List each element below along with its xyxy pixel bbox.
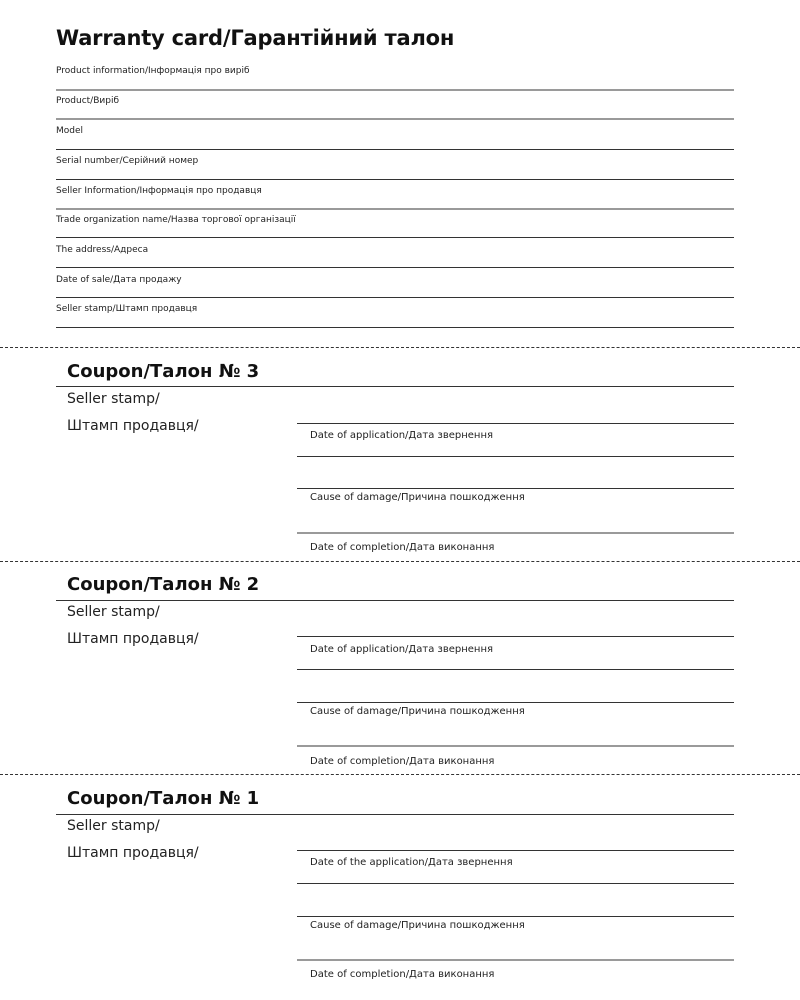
divider (56, 297, 734, 298)
field-product: Product/Виріб (56, 96, 119, 106)
field-product-information: Product information/Інформація про виріб (56, 66, 250, 76)
cut-line (0, 774, 800, 775)
coupon-1-stamp-label: Seller stamp/ (67, 818, 160, 834)
divider (56, 89, 734, 91)
field-seller-stamp: Seller stamp/Штамп продавця (56, 304, 198, 314)
divider (56, 327, 734, 328)
divider (56, 179, 734, 180)
divider (297, 883, 734, 884)
field-address: The address/Адреса (56, 245, 149, 255)
coupon-1-stamp-label-ua: Штамп продавця/ (67, 845, 199, 861)
divider (56, 267, 734, 268)
divider (297, 423, 734, 424)
coupon-2-date-of-application: Date of application/Дата звернення (310, 644, 493, 655)
field-trade-organization-name: Trade organization name/Назва торгової організації (56, 215, 296, 225)
coupon-2-date-of-completion: Date of completion/Дата виконання (310, 756, 495, 767)
divider (297, 636, 734, 637)
coupon-3-stamp-label: Seller stamp/ (67, 391, 160, 407)
coupon-3-date-of-completion: Date of completion/Дата виконання (310, 542, 495, 553)
divider (297, 745, 734, 747)
coupon-2-title: Coupon/Талон № 2 (67, 574, 260, 595)
coupon-1-cause-of-damage: Cause of damage/Причина пошкодження (310, 920, 525, 931)
divider (297, 456, 734, 457)
divider (56, 600, 734, 601)
divider (297, 916, 734, 917)
field-serial-number: Serial number/Серійний номер (56, 156, 199, 166)
cut-line (0, 561, 800, 562)
page-title: Warranty card/Гарантійний талон (56, 26, 455, 50)
divider (56, 118, 734, 120)
coupon-2-stamp-label-ua: Штамп продавця/ (67, 631, 199, 647)
coupon-1-date-of-application: Date of the application/Дата звернення (310, 857, 513, 868)
coupon-3-date-of-application: Date of application/Дата звернення (310, 430, 493, 441)
coupon-3-title: Coupon/Талон № 3 (67, 361, 260, 382)
divider (297, 532, 734, 534)
coupon-2-stamp-label: Seller stamp/ (67, 604, 160, 620)
divider (56, 149, 734, 150)
field-model: Model (56, 126, 84, 136)
divider (297, 702, 734, 703)
divider (56, 814, 734, 815)
field-date-of-sale: Date of sale/Дата продажу (56, 275, 182, 285)
divider (56, 237, 734, 238)
coupon-1-date-of-completion: Date of completion/Дата виконання (310, 969, 495, 980)
coupon-3-stamp-label-ua: Штамп продавця/ (67, 418, 199, 434)
divider (297, 850, 734, 851)
coupon-1-title: Coupon/Талон № 1 (67, 788, 260, 809)
coupon-3-cause-of-damage: Cause of damage/Причина пошкодження (310, 492, 525, 503)
divider (56, 386, 734, 387)
cut-line (0, 347, 800, 348)
divider (297, 488, 734, 489)
coupon-2-cause-of-damage: Cause of damage/Причина пошкодження (310, 706, 525, 717)
field-seller-information: Seller Information/Інформація про продавця (56, 186, 262, 196)
divider (297, 959, 734, 961)
divider (56, 208, 734, 210)
divider (297, 669, 734, 670)
